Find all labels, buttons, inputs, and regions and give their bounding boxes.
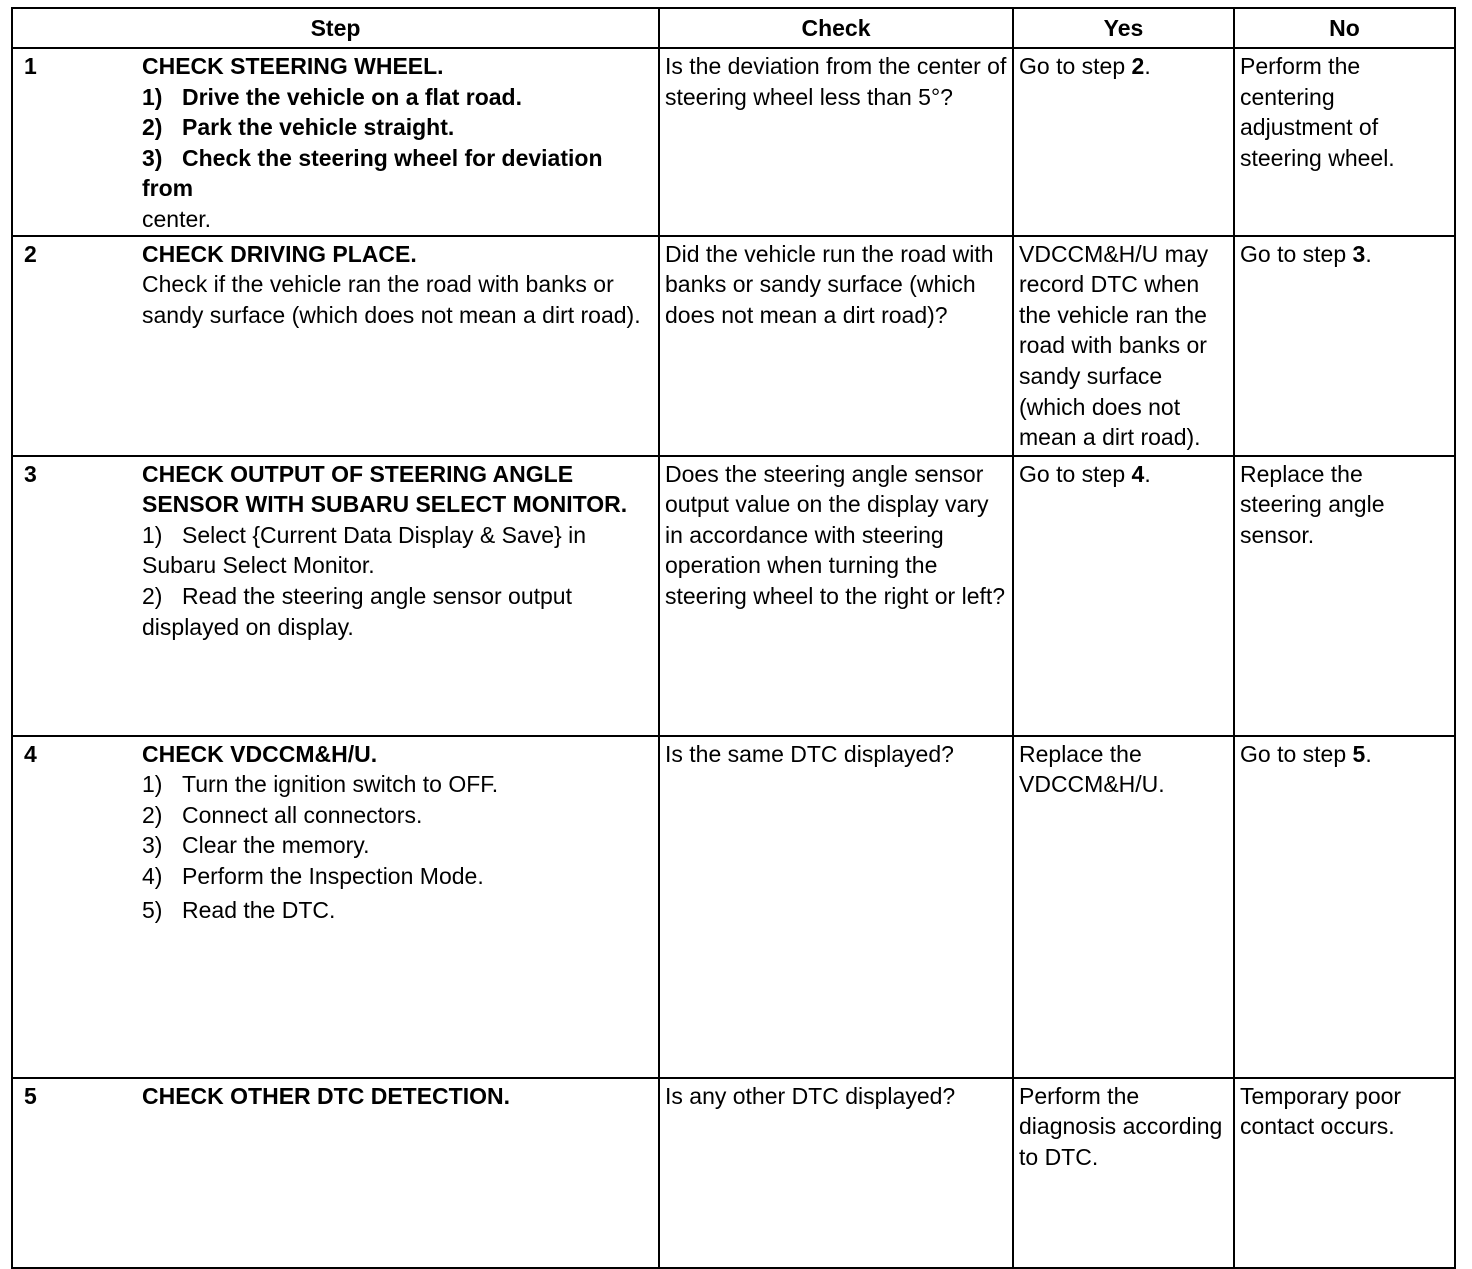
step-title: CHECK STEERING WHEEL. — [142, 53, 444, 79]
yes-cell: VDCCM&H/U may record DTC when the vehicle ran the road with banks or sandy surface (which does not mean a dirt road). — [1013, 236, 1234, 456]
header-step: Step — [12, 8, 659, 48]
table-row — [12, 736, 1455, 1078]
no-cell: Temporary poor contact occurs. — [1234, 1078, 1455, 1268]
step-cell — [12, 1078, 659, 1268]
no-cell: Perform the centering adjustment of steering wheel. — [1234, 48, 1455, 236]
step-number: 2 — [24, 240, 37, 267]
step-number: 4 — [24, 740, 37, 767]
step-line: 2) Connect all connectors. — [142, 801, 423, 828]
yes-cell: Go to step 4. — [1013, 456, 1234, 736]
step-line: 1) Drive the vehicle on a flat road. — [142, 83, 522, 110]
step-number: 1 — [24, 53, 37, 79]
check-cell: Is the deviation from the center of steering wheel less than 5°? — [659, 48, 1013, 236]
check-cell: Is the same DTC displayed? — [659, 736, 1013, 1078]
step-line: 5) Read the DTC. — [142, 896, 336, 923]
yes-cell: Go to step 2. — [1013, 48, 1234, 236]
check-cell: Is any other DTC displayed? — [659, 1078, 1013, 1268]
table-row — [12, 1078, 1455, 1268]
no-cell: Go to step 3. — [1234, 236, 1455, 456]
header-yes: Yes — [1013, 8, 1234, 48]
step-line: 4) Perform the Inspection Mode. — [142, 862, 484, 889]
no-cell: Go to step 5. — [1234, 736, 1455, 1078]
step-cell — [12, 736, 659, 1078]
step-title: CHECK OUTPUT OF STEERING ANGLE SENSOR WITH SUBARU SELECT MONITOR. — [142, 460, 628, 518]
step-number: 5 — [24, 1082, 37, 1109]
check-cell: Did the vehicle run the road with banks or sandy surface (which does not mean a dirt road)? — [659, 236, 1013, 456]
step-line: 2) Park the vehicle straight. — [142, 114, 455, 141]
header-check: Check — [659, 8, 1013, 48]
step-title: CHECK OTHER DTC DETECTION. — [142, 1082, 510, 1109]
step-title: CHECK VDCCM&H/U. — [142, 740, 378, 767]
step-cell — [12, 456, 659, 736]
check-cell: Does the steering angle sensor output value on the display vary in accordance with steering operation when turning the steering wheel to the right or left? — [659, 456, 1013, 736]
yes-cell: Replace the VDCCM&H/U. — [1013, 736, 1234, 1078]
diagnostic-table — [11, 7, 1456, 1269]
step-number: 3 — [24, 460, 37, 487]
step-cell — [12, 48, 659, 236]
step-line: 1) Turn the ignition switch to OFF. — [142, 771, 499, 798]
no-cell: Replace the steering angle sensor. — [1234, 456, 1455, 736]
table-row — [12, 236, 1455, 456]
step-cell — [12, 236, 659, 456]
table-row — [12, 456, 1455, 736]
table-row — [12, 48, 1455, 236]
step-text: Check if the vehicle ran the road with banks or sandy surface (which does not mean a dirt road). — [142, 271, 641, 328]
step-line: center. — [142, 205, 212, 232]
step-line: 3) Clear the memory. — [142, 832, 370, 859]
step-line: 2) Read the steering angle sensor output displayed on display. — [142, 582, 572, 640]
step-title: CHECK DRIVING PLACE. — [142, 240, 417, 267]
yes-cell: Perform the diagnosis according to DTC. — [1013, 1078, 1234, 1268]
header-row — [12, 8, 1455, 48]
step-line: 1) Select {Current Data Display & Save} in Subaru Select Monitor. — [142, 521, 586, 579]
header-no: No — [1234, 8, 1455, 48]
step-line: 3) Check the steering wheel for deviation from — [142, 144, 603, 202]
